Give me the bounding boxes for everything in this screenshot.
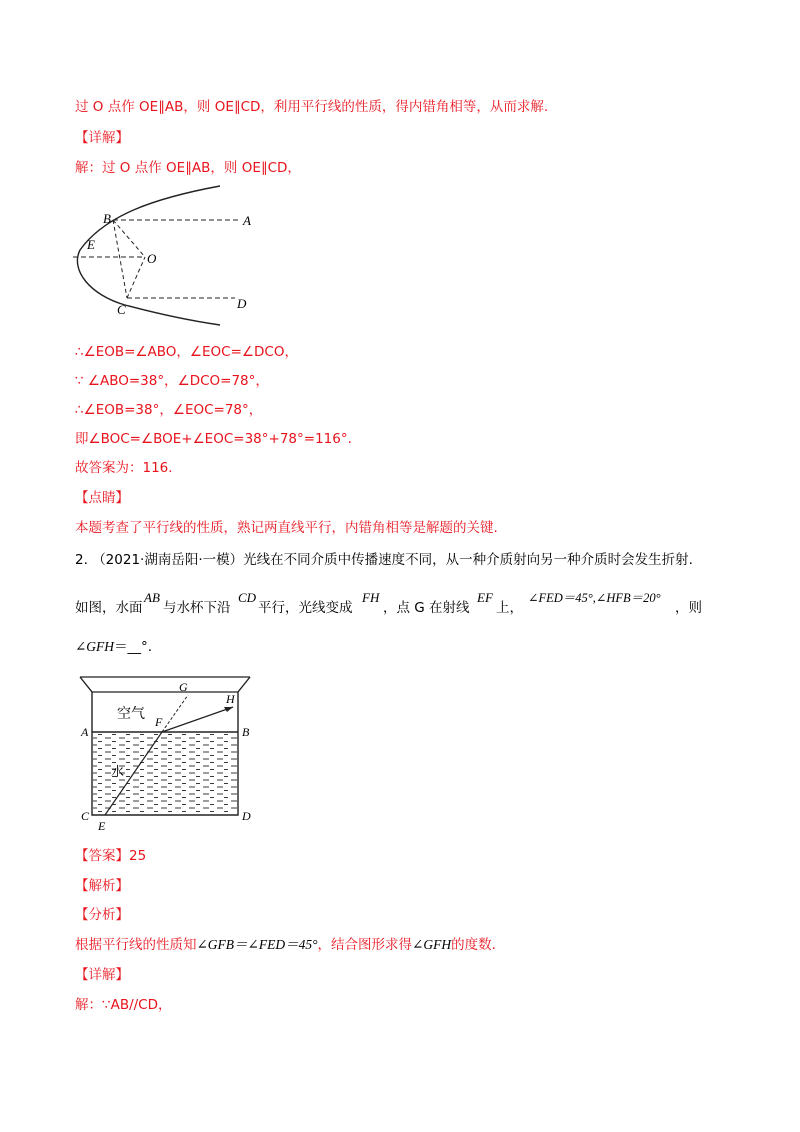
fig1-label-A: A (243, 213, 251, 228)
remark-text: 本题考查了平行线的性质，熟记两直线平行，内错角相等是解题的关键. (75, 520, 498, 536)
fenxi-expression: ∠GFB＝∠FED＝45° (196, 937, 318, 952)
label-cd: CD (238, 590, 257, 605)
question-source: （2021·湖南岳阳·一模） (92, 552, 244, 568)
fenxi-text (75, 935, 496, 955)
fig1-label-D: D (237, 296, 247, 311)
text-segment: 如图，水面 (75, 600, 143, 616)
text-segment: ，结合图形求得 (317, 937, 413, 953)
solution-intro-1: 解：过 O 点作 OE∥AB，则 OE∥CD， (75, 160, 301, 176)
fig2-label-B: B (242, 725, 250, 739)
question-2-line-2 (75, 598, 143, 618)
text-segment: ，则 (675, 600, 702, 616)
fig2-label-G: G (179, 680, 188, 694)
label-ef: EF (477, 590, 493, 605)
fig2-label-water: 水 (111, 764, 125, 779)
parallel-lines-figure (65, 180, 265, 330)
answer-line-1: 故答案为：116. (75, 460, 173, 476)
answer-line-2: 【答案】25 (75, 848, 147, 864)
fenxi-heading: 【分析】 (75, 907, 129, 923)
fig2-label-F: F (155, 715, 163, 729)
remark-heading: 【点睛】 (75, 490, 129, 506)
fig2-label-D: D (242, 809, 251, 823)
step-4: 即∠BOC=∠BOE+∠EOC=38°+78°=116°. (75, 431, 352, 447)
condition-angles: ∠FED＝45°,∠HFB＝20° (528, 591, 661, 605)
question-number: 2. (75, 552, 88, 568)
fig1-label-E: E (87, 237, 95, 252)
analysis-heading: 【解析】 (75, 878, 129, 894)
step-2: ∵ ∠ABO=38°，∠DCO=78°， (75, 373, 269, 389)
fenxi-expression-2: ∠GFH (412, 937, 452, 952)
fig2-label-H: H (226, 692, 235, 706)
detail-heading-2: 【详解】 (75, 967, 129, 983)
step-1: ∴∠EOB=∠ABO，∠EOC=∠DCO， (75, 344, 298, 360)
fig2-label-air: 空气 (117, 707, 145, 722)
fig1-label-O: O (147, 251, 157, 266)
fig2-label-A: A (81, 725, 89, 739)
text-segment: 上， (496, 600, 523, 616)
text-segment: 的度数. (451, 937, 496, 953)
solution-intro-2: 解：∵AB//CD， (75, 997, 172, 1013)
question-text: 光线在不同介质中传播速度不同，从一种介质射向另一种介质时会发生折射. (243, 552, 693, 568)
text-segment: 平行，光线变成 (258, 600, 353, 616)
hint-line: 过 O 点作 OE∥AB，则 OE∥CD，利用平行线的性质，得内错角相等，从而求解. (75, 99, 549, 115)
fig1-label-B: B (103, 211, 111, 226)
detail-heading-1: 【详解】 (75, 130, 129, 146)
fig2-label-E: E (98, 819, 106, 833)
ask-angle: ∠GFH (75, 639, 115, 654)
label-fh: FH (362, 590, 380, 605)
ask-blank: ＝__°. (114, 639, 153, 655)
fig1-label-C: C (117, 302, 126, 317)
text-segment: 根据平行线的性质知 (75, 937, 197, 953)
fig2-label-C: C (81, 809, 90, 823)
step-3: ∴∠EOB=38°，∠EOC=78°， (75, 402, 263, 418)
question-2-ask (75, 637, 152, 657)
text-segment: 与水杯下沿 (163, 600, 231, 616)
label-ab: AB (144, 590, 160, 605)
question-2-stem (75, 550, 693, 570)
water-cup-figure (75, 672, 260, 837)
text-segment: ，点 G 在射线 (383, 600, 470, 616)
